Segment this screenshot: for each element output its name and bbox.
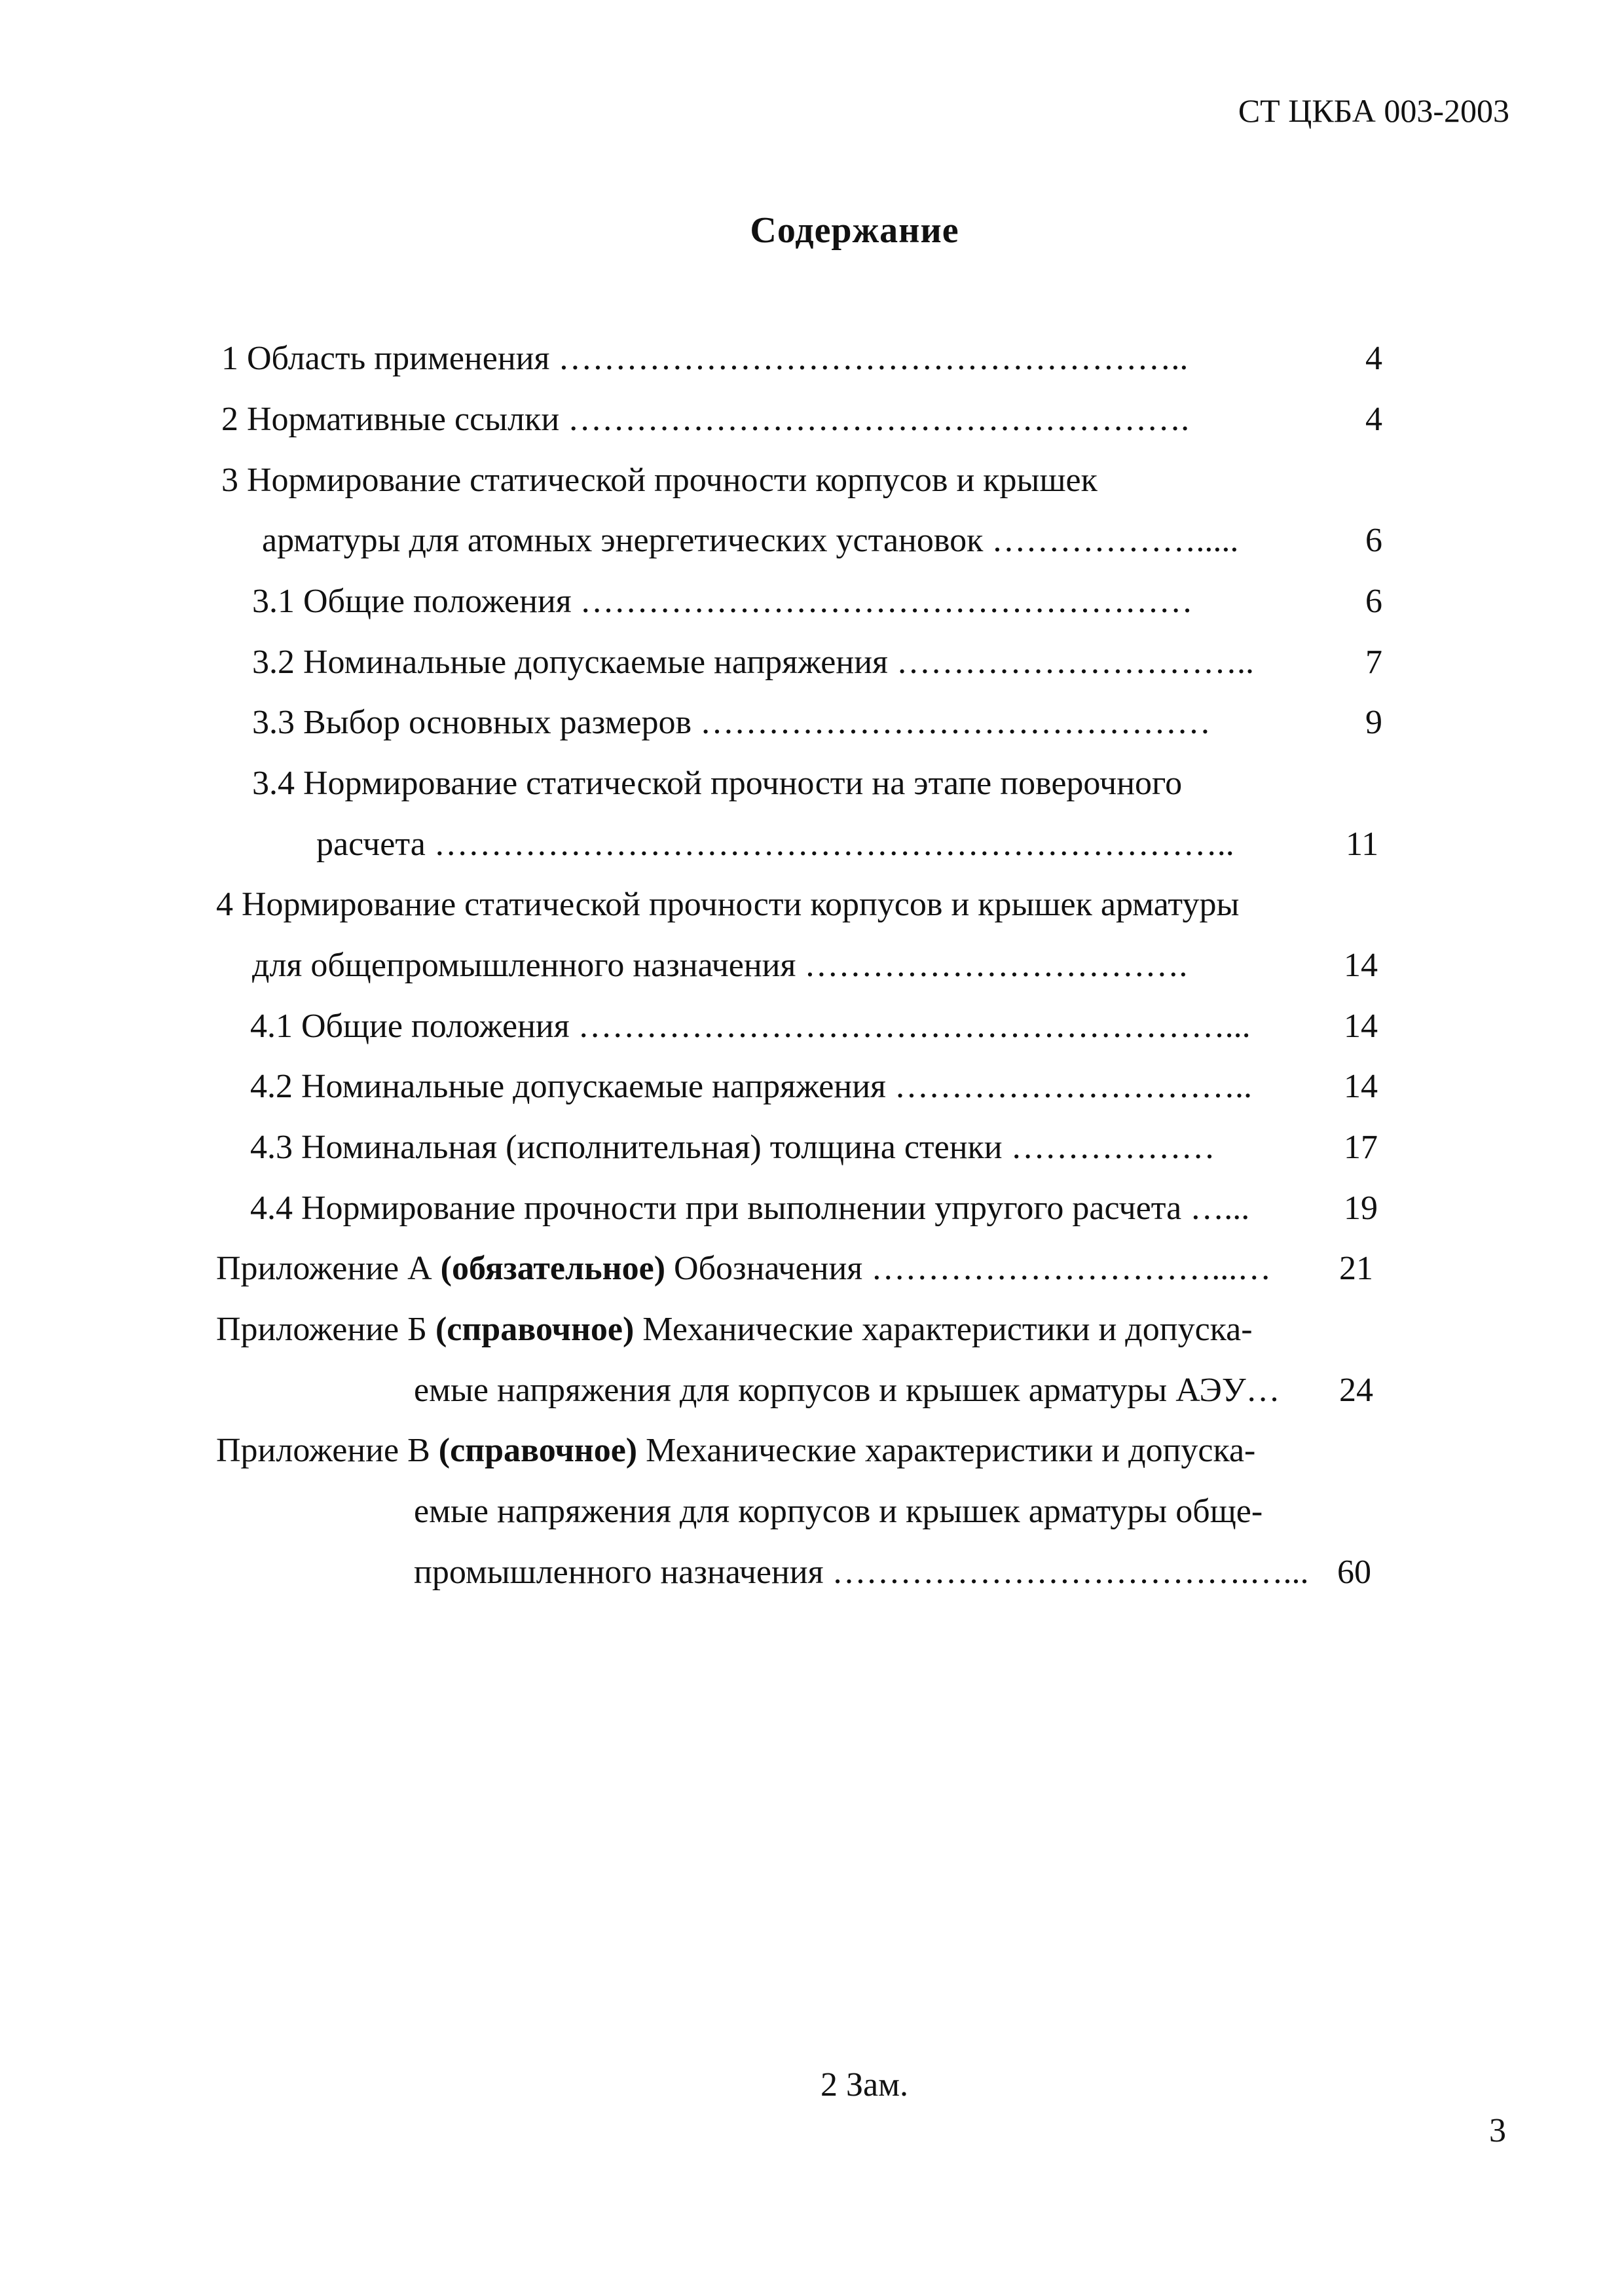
- toc-entry-page: 9: [1365, 704, 1382, 741]
- toc-entry-text: 4.1 Общие положения …………………………………………………...: [250, 1008, 1251, 1045]
- page-number: 3: [1489, 2112, 1506, 2149]
- toc-entry: [0, 515, 1624, 567]
- toc-entry-page: 17: [1344, 1129, 1378, 1166]
- toc-entry-text: 3.4 Нормирование статической прочности на этапе поверочного: [252, 765, 1183, 802]
- toc-entry-page: 7: [1365, 644, 1382, 681]
- toc-entry: [0, 1121, 1624, 1174]
- appendix-title: Механические характеристики и допуска-: [634, 1311, 1253, 1348]
- toc-entry: [0, 575, 1624, 628]
- appendix-title: Механические характеристики и допуска-: [637, 1432, 1256, 1469]
- toc-entry-page: 60: [1337, 1554, 1371, 1591]
- toc-entry-text: 4.3 Номинальная (исполнительная) толщина стенки ………………: [250, 1129, 1215, 1166]
- toc-entry: [0, 393, 1624, 446]
- toc-entry-text: арматуры для атомных энергетических установок ……………….....: [262, 522, 1239, 559]
- toc-entry-page: 6: [1365, 522, 1382, 559]
- toc-entry-page: 14: [1344, 1068, 1378, 1105]
- toc-entry-text: для общепромышленного назначения …………………………….: [252, 947, 1188, 984]
- toc-entry: [0, 697, 1624, 749]
- change-note: 2 Зам.: [820, 2066, 909, 2104]
- toc-entry-page: 24: [1339, 1372, 1373, 1409]
- toc-entry: [0, 1182, 1624, 1235]
- toc-entry: [0, 757, 1624, 810]
- toc-entry-page: 14: [1344, 947, 1378, 984]
- toc-entry: [0, 333, 1624, 385]
- appendix-status: (справочное): [435, 1311, 635, 1348]
- toc-entry-text: 3.3 Выбор основных размеров ………………………………………: [252, 704, 1211, 741]
- toc-entry-text: [216, 1243, 1271, 1295]
- toc-entry: [0, 1485, 1624, 1538]
- toc-entry-page: 4: [1365, 401, 1382, 438]
- page-title: Содержание: [750, 210, 959, 251]
- toc-entry-text: емые напряжения для корпусов и крышек арматуры АЭУ…: [414, 1372, 1280, 1409]
- toc-entry-text: 3.2 Номинальные допускаемые напряжения …………………………..: [252, 644, 1254, 681]
- toc-entry-text: расчета ……………………………………………………………..: [316, 826, 1234, 863]
- appendix-title: Обозначения …………………………...…: [665, 1250, 1272, 1287]
- toc-entry-text: 4 Нормирование статической прочности корпусов и крышек арматуры: [216, 886, 1240, 923]
- appendix-status: (обязательное): [440, 1250, 666, 1287]
- toc-entry: [0, 1061, 1624, 1113]
- toc-entry-text: 4.2 Номинальные допускаемые напряжения …………………………..: [250, 1068, 1252, 1105]
- toc-entry: [0, 636, 1624, 689]
- document-code: СТ ЦКБА 003-2003: [1238, 92, 1509, 129]
- toc-entry-text: 2 Нормативные ссылки ……………………………………………….: [221, 401, 1190, 438]
- toc-entry-page: 4: [1365, 340, 1382, 377]
- toc-entry-page: 11: [1346, 826, 1379, 863]
- appendix-status: (справочное): [438, 1432, 638, 1469]
- toc-entry: [0, 1546, 1624, 1599]
- toc-entry: [0, 939, 1624, 992]
- toc-entry: [0, 818, 1624, 871]
- toc-entry: [0, 1364, 1624, 1417]
- toc-entry: [0, 1303, 1624, 1356]
- toc-entry: [0, 454, 1624, 507]
- toc-entry: [0, 879, 1624, 931]
- toc-entry-text: 3 Нормирование статической прочности корпусов и крышек: [221, 462, 1098, 499]
- toc-entry-text: 4.4 Нормирование прочности при выполнении упругого расчета …...: [250, 1190, 1250, 1227]
- toc-entry-page: 21: [1339, 1250, 1373, 1287]
- toc-entry: [0, 1243, 1624, 1295]
- toc-entry-page: 14: [1344, 1008, 1378, 1045]
- toc-entry-text: емые напряжения для корпусов и крышек арматуры обще-: [414, 1493, 1263, 1530]
- appendix-label: Приложение В: [216, 1432, 439, 1469]
- appendix-label: Приложение Б: [216, 1311, 435, 1348]
- toc-entry-text: 3.1 Общие положения ………………………………………………: [252, 583, 1193, 620]
- toc-entry-text: промышленного назначения ……………………………….…...: [414, 1554, 1309, 1591]
- toc-entry: [0, 1000, 1624, 1053]
- toc-entry-page: 19: [1344, 1190, 1378, 1227]
- appendix-label: Приложение А: [216, 1250, 441, 1287]
- toc-entry-text: 1 Область применения ………………………………………………..: [221, 340, 1189, 377]
- toc-entry-text: [216, 1425, 1255, 1477]
- toc-entry-text: [216, 1303, 1253, 1356]
- toc-entry-page: 6: [1365, 583, 1382, 620]
- toc-entry: [0, 1425, 1624, 1477]
